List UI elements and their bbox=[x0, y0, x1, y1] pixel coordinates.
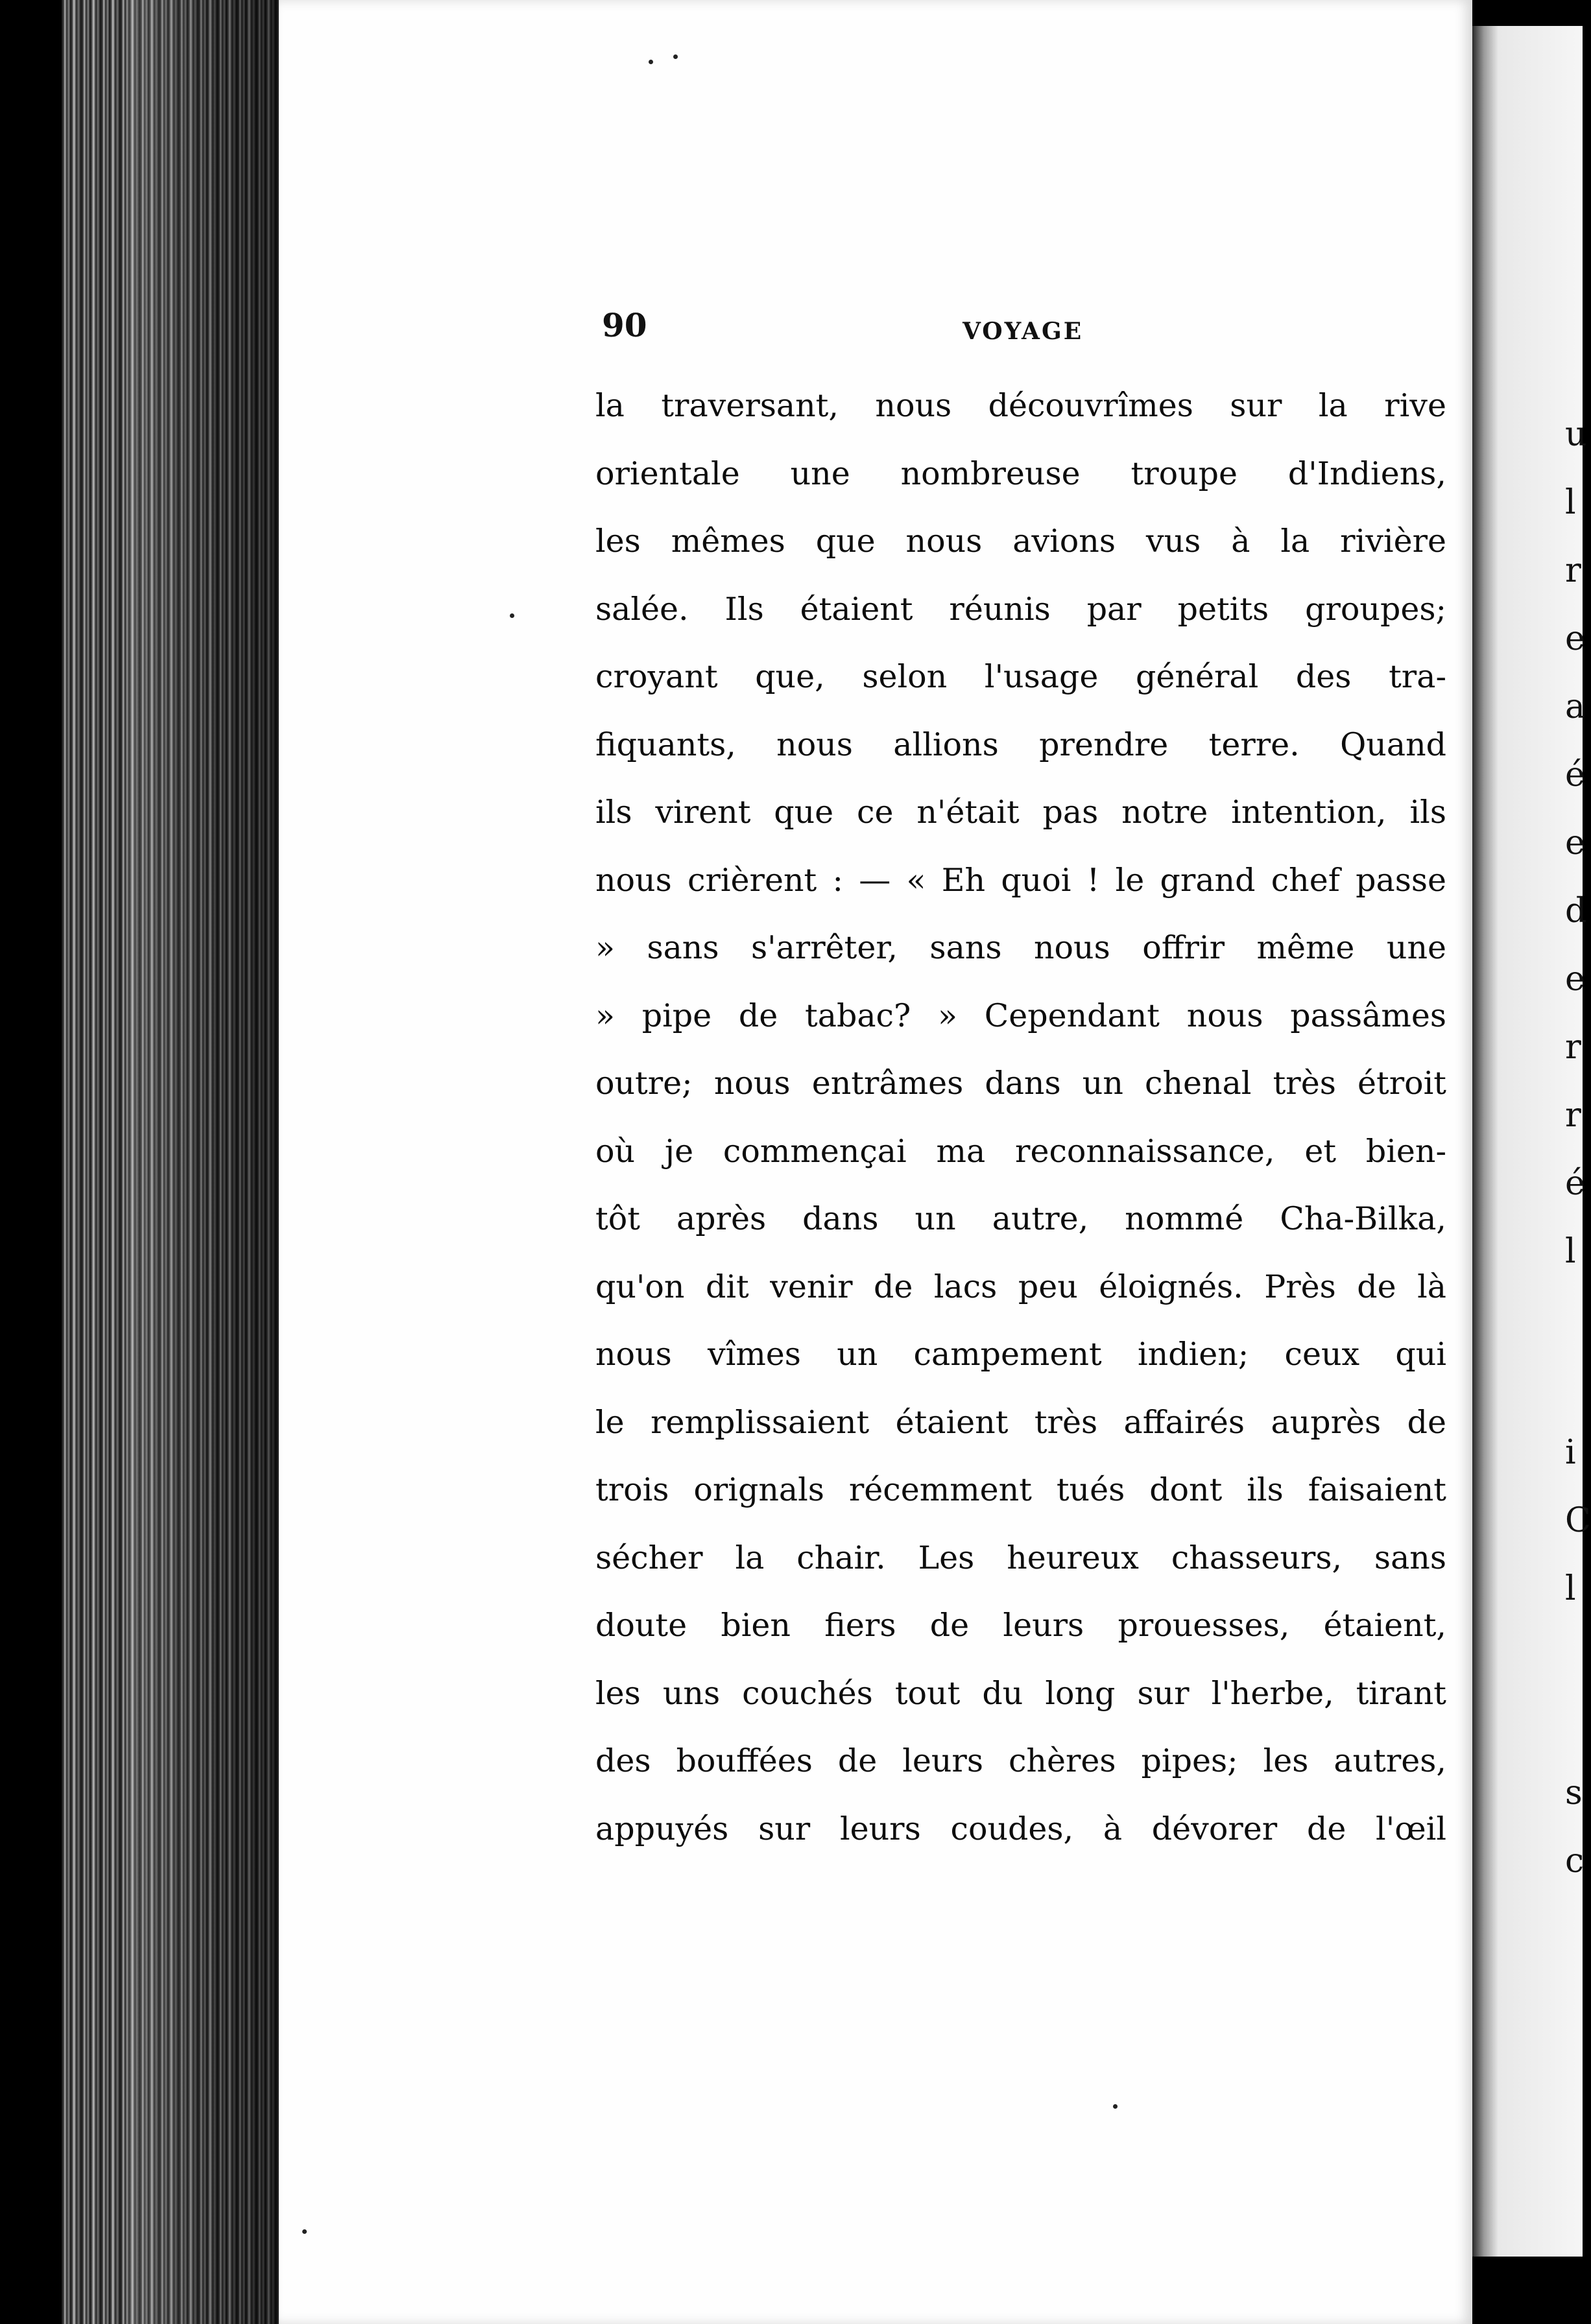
facing-page-letter: d bbox=[1565, 892, 1587, 931]
facing-page-letter: e bbox=[1565, 960, 1585, 999]
facing-page-letter: e bbox=[1565, 619, 1585, 658]
facing-page-letter: r bbox=[1565, 551, 1581, 590]
facing-page-letter: é bbox=[1565, 1164, 1585, 1203]
facing-page-letter: s bbox=[1565, 1773, 1583, 1812]
facing-page-letter: l bbox=[1565, 1232, 1576, 1271]
text-line: croyant que, selon l'usage général des tra- bbox=[595, 658, 1446, 695]
text-line: le remplissaient étaient très affairés auprès de bbox=[595, 1403, 1446, 1441]
page-edges bbox=[62, 0, 279, 2324]
facing-page-letter: l bbox=[1565, 1569, 1576, 1608]
facing-page-letter: c bbox=[1565, 1842, 1585, 1880]
running-head: VOYAGE bbox=[963, 318, 1084, 345]
facing-page-letter: l bbox=[1565, 483, 1576, 522]
ink-speck bbox=[673, 54, 678, 59]
text-line: appuyés sur leurs coudes, à dévorer de l'œil bbox=[595, 1810, 1446, 1847]
text-line: les mêmes que nous avions vus à la rivière bbox=[595, 523, 1446, 560]
text-line: » sans s'arrêter, sans nous offrir même une bbox=[595, 929, 1446, 966]
facing-page-letter: r bbox=[1565, 1028, 1581, 1067]
facing-page-letter: u bbox=[1565, 415, 1587, 454]
page-number: 90 bbox=[602, 306, 647, 344]
text-line: des bouffées de leurs chères pipes; les autres, bbox=[595, 1742, 1446, 1779]
facing-page bbox=[1472, 26, 1591, 2257]
facing-page-letter: é bbox=[1565, 755, 1585, 794]
text-line: qu'on dit venir de lacs peu éloignés. Près de là bbox=[595, 1268, 1446, 1305]
text-line: sécher la chair. Les heureux chasseurs, sans bbox=[595, 1539, 1446, 1576]
text-line: outre; nous entrâmes dans un chenal très étroit bbox=[595, 1065, 1446, 1102]
text-line: » pipe de tabac? » Cependant nous passâmes bbox=[595, 997, 1446, 1034]
text-line: nous crièrent : — « Eh quoi ! le grand chef passe bbox=[595, 861, 1446, 899]
facing-page-letter: i bbox=[1565, 1433, 1576, 1472]
ink-speck bbox=[510, 613, 514, 618]
text-line: trois orignals récemment tués dont ils faisaient bbox=[595, 1471, 1446, 1508]
body-text bbox=[595, 372, 1446, 1863]
facing-page-letter: C bbox=[1565, 1501, 1591, 1540]
facing-page-letter: r bbox=[1565, 1096, 1581, 1135]
text-line: nous vîmes un campement indien; ceux qui bbox=[595, 1336, 1446, 1373]
text-line: la traversant, nous découvrîmes sur la rive bbox=[595, 387, 1446, 424]
text-line: orientale une nombreuse troupe d'Indiens, bbox=[595, 455, 1446, 492]
ink-speck bbox=[302, 2229, 307, 2234]
text-line: ils virent que ce n'était pas notre intention, ils bbox=[595, 794, 1446, 831]
text-line: les uns couchés tout du long sur l'herbe, tirant bbox=[595, 1674, 1446, 1712]
text-line: fiquants, nous allions prendre terre. Quand bbox=[595, 726, 1446, 763]
ink-speck bbox=[649, 60, 653, 64]
text-line: tôt après dans un autre, nommé Cha-Bilka, bbox=[595, 1200, 1446, 1237]
text-line: salée. Ils étaient réunis par petits groupes; bbox=[595, 590, 1446, 628]
facing-page-letter: e bbox=[1565, 824, 1585, 862]
facing-page-letter: a bbox=[1565, 687, 1586, 726]
text-line: doute bien fiers de leurs prouesses, étaient, bbox=[595, 1607, 1446, 1644]
ink-speck bbox=[1113, 2104, 1118, 2109]
text-line: où je commençai ma reconnaissance, et bien- bbox=[595, 1132, 1446, 1170]
